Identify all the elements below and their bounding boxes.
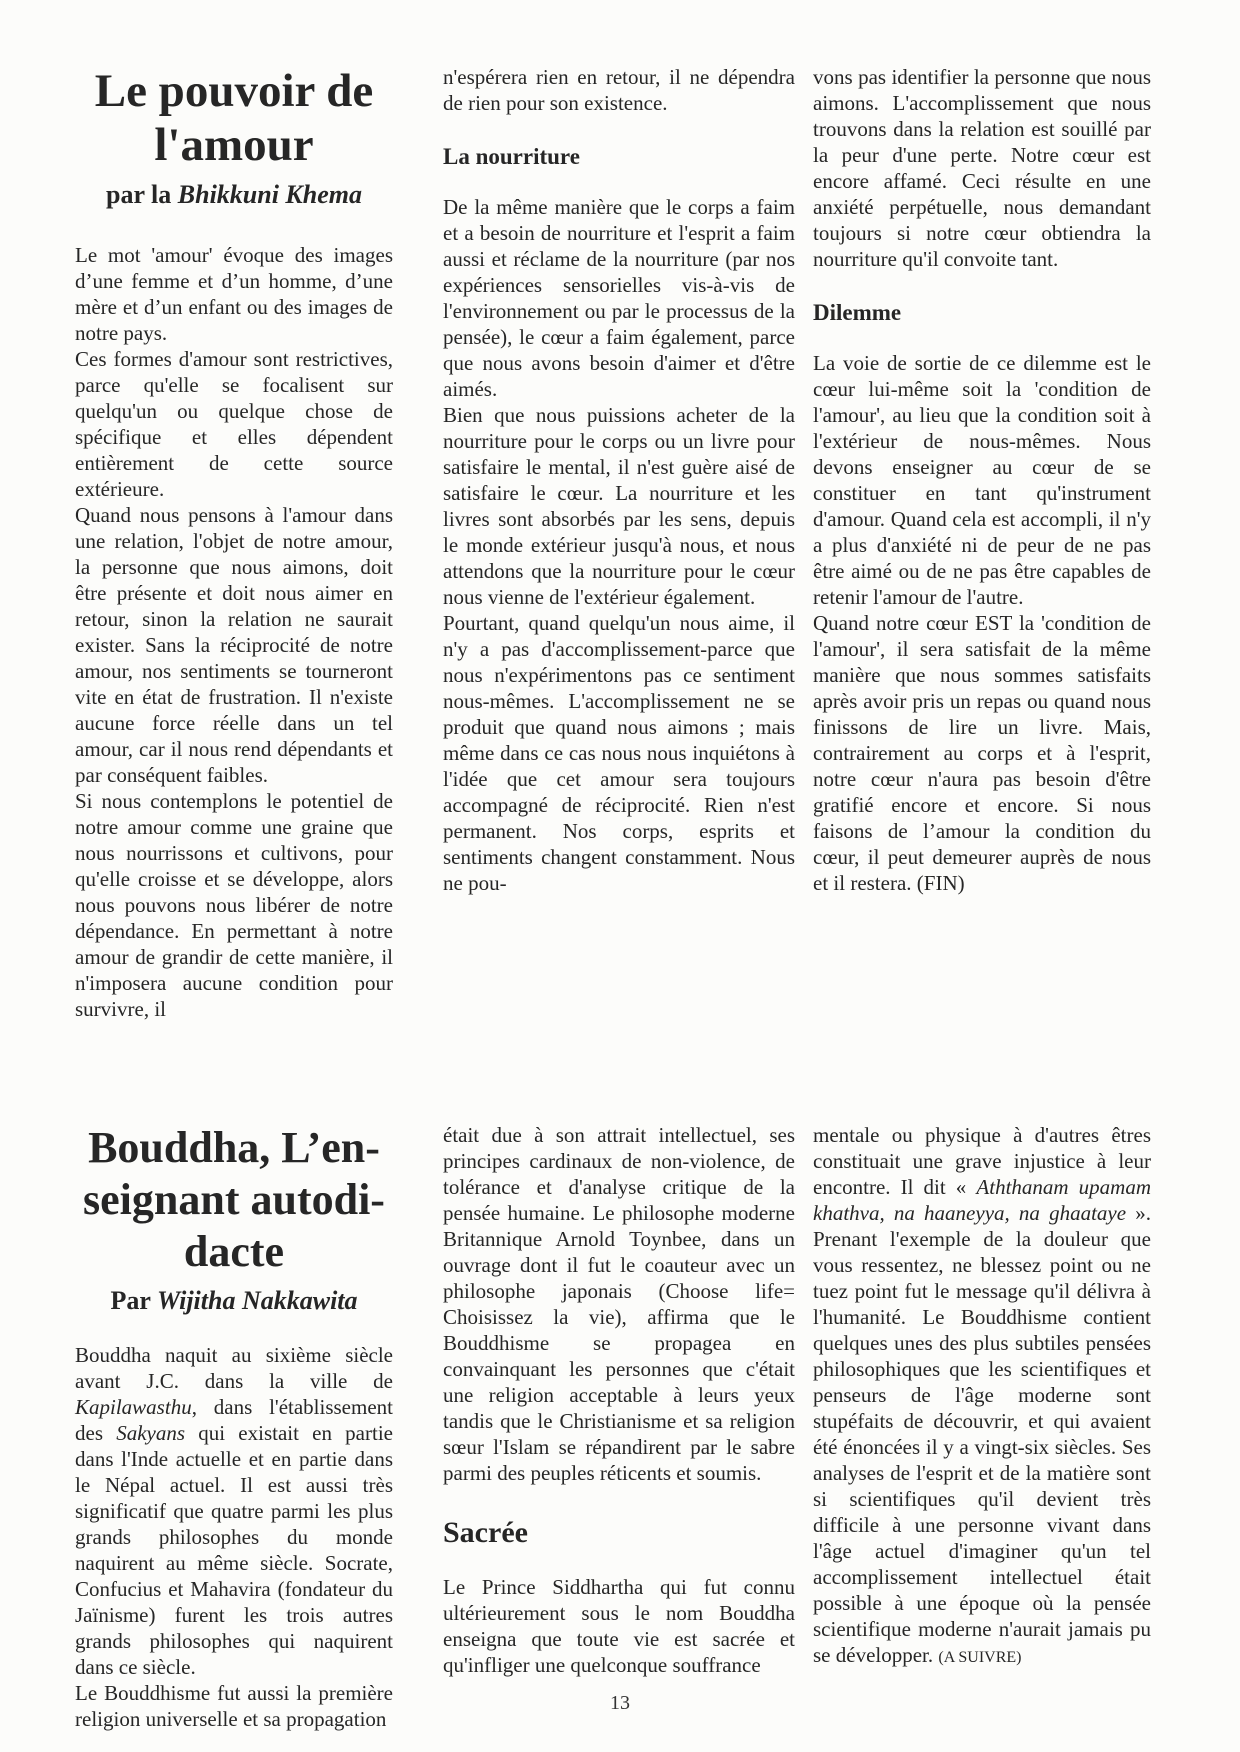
paragraph: Quand notre cœur EST la 'condition de l'amour', il sera satisfait de la même manière que nous sommes satisfaits après avoir pris un repas ou quand nous finissons de lire un livre. Mais, contrairement au corps et à l'esprit, notre cœur n'aura pas besoin d'être gratifié encore et encore. Si nous faisons de l’amour la condition du cœur, il peut demeurer auprès de nous et il restera. (FIN) — [813, 611, 1151, 895]
section-heading: Dilemme — [813, 300, 902, 325]
article1-column-2 — [443, 64, 795, 896]
paragraph: Bien que nous puissions acheter de la nourriture pour le corps ou un livre pour satisfaire le mental, il n'est guère aisé de satisfaire le cœur. La nourriture et les livres sont absorbés par les sens, depuis le monde extérieur jusqu'à nous, et nous attendons que la nourriture pour le cœur nous vienne de l'extérieur également. — [443, 403, 795, 609]
article1-column-1-body — [75, 242, 393, 1022]
article-byline: Par Wijitha Nakkawita — [110, 1286, 358, 1315]
paragraph: Ces formes d'amour sont restrictives, parce qu'elle se focalisent sur quelqu'un ou quelque chose de spécifique et elles dépendent entièrement de cette source extérieure. — [75, 347, 393, 501]
paragraph: n'espérera rien en retour, il ne dépendra de rien pour son existence. — [443, 65, 795, 115]
article1-column-1 — [75, 64, 393, 1022]
paragraph: était due à son attrait intellectuel, ses principes cardinaux de non-violence, de tolérance et d'analyse critique de la pensée humaine. Le philosophe moderne Britannique Arnold Toynbee, dans un ouvrage dont il fut le coauteur avec un philosophe japonais (Choose life= Choisissez la vie), affirma que le Bouddhisme se propagea en convainquant les personnes que c'était une religion acceptable à leurs yeux tandis que le Christianisme et sa religion sœur l'Islam se répandirent par le sabre parmi des peuples réticents et soumis. — [443, 1123, 795, 1485]
section-heading: La nourriture — [443, 144, 580, 169]
paragraph: La voie de sortie de ce dilemme est le cœur lui-même soit la 'condition de l'amour', au lieu que la condition soit à l'extérieur de nous-mêmes. Nous devons enseigner au cœur de se constituer en tant qu'instrument d'amour. Quand cela est accompli, il n'y a plus d'anxiété ni de peur de ne pas être aimé ou de ne pas être capables de retenir l'amour de l'autre. — [813, 351, 1151, 609]
paragraph: Si nous contemplons le potentiel de notre amour comme une graine que nous nourrissons et cultivons, pour qu'elle croisse et se développe, alors nous pouvons nous libérer de notre dépendance. En permettant à notre amour de grandir de cette manière, il n'imposera aucune condition pour survivre, il — [75, 789, 393, 1021]
section-heading: Sacrée — [443, 1516, 528, 1549]
article2-column-3 — [813, 1122, 1151, 1671]
article-le-pouvoir-de-l-amour — [75, 64, 1151, 1022]
paragraph: mentale ou physique à d'autres êtres constituait une grave injustice à leur encontre. Il dit « Aththanam upamam khathva, na haaneyya, na ghaataye ». Prenant l'exemple de la douleur que vous ressentez, ne blessez point ou ne tuez point fut le message qu'il délivra à l'humanité. Le Bouddhisme contient quelques unes des plus subtiles pensées philosophiques que les scientifiques et penseurs de l'âge moderne sont stupéfaits de découvrir, et qui avaient été énoncées il y a vingt-six siècles. Ses analyses de l'esprit et de la matière sont si scientifiques qu'il devient très difficile à une personne vivant dans l'âge actuel d'imaginer qu'un tel accomplissement intellectuel était possible à une époque où la pensée scientifique moderne n'aurait jamais pu se développer. (A SUIVRE) — [813, 1123, 1151, 1667]
article-title-line: l'amour — [154, 119, 314, 171]
article1-column-3 — [813, 64, 1151, 896]
article-bouddha-enseignant-autodidacte — [75, 1122, 1151, 1732]
article2-column-2 — [443, 1122, 795, 1678]
article-title-line: Bouddha, L’en- — [88, 1123, 380, 1172]
article2-column-1-body — [75, 1342, 393, 1732]
article-title-line: seignant autodi- — [83, 1175, 385, 1224]
page-number: 13 — [610, 1692, 630, 1714]
paragraph: Bouddha naquit au sixième siècle avant J.C. dans la ville de Kapilawasthu, dans l'établissement des Sakyans qui existait en partie dans l'Inde actuelle et en partie dans le Népal actuel. Il est aussi très significatif que quatre parmi les plus grands philosophes du monde naquirent au même siècle. Socrate, Confucius et Mahavira (fondateur du Jaïnisme) furent les trois autres grands philosophes qui naquirent dans ce siècle. — [75, 1343, 393, 1679]
paragraph: Le Bouddhisme fut aussi la première religion universelle et sa propagation — [75, 1681, 393, 1731]
article-byline: par la Bhikkuni Khema — [106, 180, 362, 209]
article-title-line: dacte — [183, 1227, 285, 1276]
article-title — [75, 64, 393, 172]
paragraph: Le Prince Siddhartha qui fut connu ultérieurement sous le nom Bouddha enseigna que toute vie est sacrée et qu'infliger une quelconque souffrance — [443, 1575, 795, 1677]
article2-column-1 — [75, 1122, 393, 1732]
paragraph: Le mot 'amour' évoque des images d’une femme et d’un homme, d’une mère et d’un enfant ou des images de notre pays. — [75, 243, 393, 345]
paragraph: Pourtant, quand quelqu'un nous aime, il n'y a pas d'accomplissement-parce que nous n'expérimentons pas ce sentiment nous-mêmes. L'accomplissement ne se produit que quand nous aimons ; mais même dans ce cas nous nous inquiétons à l'idée que cet amour sera toujours accompagné de réciprocité. Rien n'est permanent. Nos corps, esprits et sentiments changent constamment. Nous ne pou- — [443, 611, 795, 895]
article-title-line: Le pouvoir de — [94, 65, 374, 117]
article-title — [75, 1122, 393, 1278]
paragraph: vons pas identifier la personne que nous aimons. L'accomplissement que nous trouvons dans la relation est souillé par la peur d'une perte. Notre cœur est encore affamé. Ceci résulte en une anxiété perpétuelle, nous demandant toujours si notre cœur obtiendra la nourriture qu'il convoite tant. — [813, 65, 1151, 271]
paragraph: De la même manière que le corps a faim et a besoin de nourriture et l'esprit a faim aussi et réclame de la nourriture (par nos expériences sensorielles vis-à-vis de l'environnement ou par le processus de la pensée), le cœur a faim également, parce que nous avons besoin d'aimer et d'être aimés. — [443, 195, 795, 401]
paragraph: Quand nous pensons à l'amour dans une relation, l'objet de notre amour, la personne que nous aimons, doit être présente et doit nous aimer en retour, sinon la relation ne saurait exister. Sans la réciprocité de notre amour, nos sentiments se tourneront vite en état de frustration. Il n'existe aucune force réelle dans un tel amour, car il nous rend dépendants et par conséquent faibles. — [75, 503, 393, 787]
